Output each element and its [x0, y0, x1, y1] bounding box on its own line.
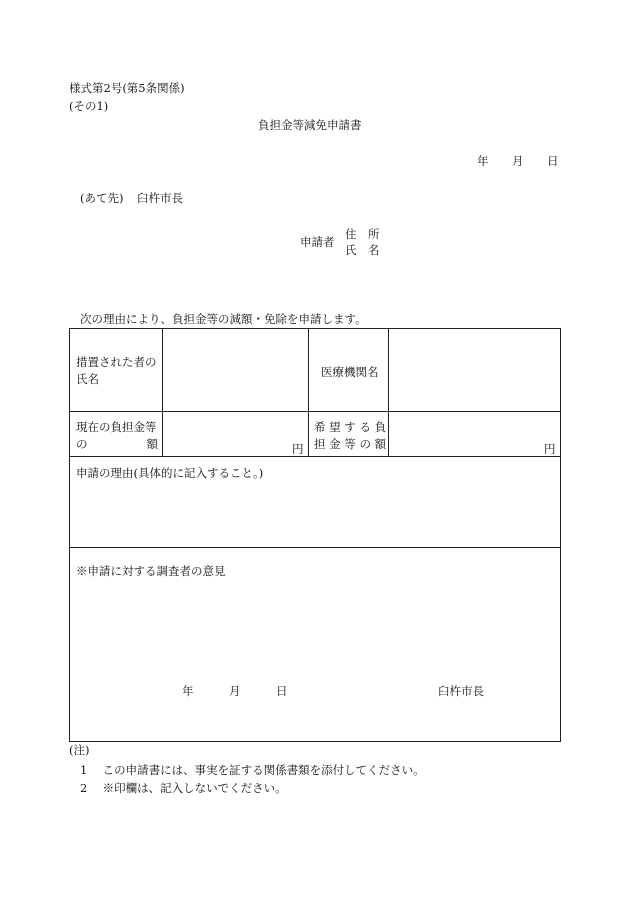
table-rule — [162, 329, 163, 456]
note-item — [80, 783, 287, 795]
note-number: 1 — [80, 763, 88, 777]
person-name-label — [76, 354, 157, 387]
medical-institution-field[interactable] — [390, 330, 558, 410]
person-name-label-line2: 氏名 — [76, 371, 99, 386]
applicant-label: 申請者 — [300, 235, 335, 249]
person-name-label-line1: 措置された者の — [76, 355, 157, 369]
table-rule — [70, 411, 560, 412]
document-title: 負担金等減免申請書 — [258, 118, 362, 132]
reason-field[interactable] — [72, 483, 558, 545]
current-amount-label-line1: 現在の負担金等 — [76, 420, 157, 434]
opinion-day-label: 日 — [276, 684, 288, 698]
note-text: ※印欄は、記入しないでください。 — [102, 781, 287, 795]
opinion-field[interactable] — [72, 581, 558, 681]
applicant-name-label: 氏 名 — [345, 243, 380, 257]
table-rule — [70, 547, 560, 548]
application-table — [69, 328, 561, 742]
note-number: 2 — [80, 781, 88, 795]
desired-amount-field[interactable] — [390, 413, 558, 455]
date-year-label: 年 — [477, 154, 489, 168]
person-name-field[interactable] — [164, 330, 306, 410]
desired-amount-label — [314, 419, 386, 452]
form-number: 様式第2号(第5条関係) — [69, 81, 185, 95]
table-rule — [308, 329, 309, 456]
current-amount-yen: 円 — [292, 442, 304, 456]
note-item — [80, 765, 425, 777]
desired-amount-yen: 円 — [544, 442, 556, 456]
desired-amount-label-line1: 希 望 す る 負 — [314, 420, 387, 434]
table-rule — [70, 456, 560, 457]
current-amount-label-part-a: の — [76, 436, 88, 451]
desired-amount-label-line2: 担 金 等 の 額 — [314, 436, 387, 451]
opinion-year-label: 年 — [182, 684, 194, 698]
current-amount-field[interactable] — [164, 413, 306, 455]
opinion-signer: 臼杵市長 — [438, 684, 484, 698]
opinion-month-label: 月 — [229, 684, 241, 698]
opinion-label: ※申請に対する調査者の意見 — [76, 564, 226, 578]
form-sub-number: (その1) — [69, 99, 109, 113]
reason-label: 申請の理由(具体的に記入すること。) — [76, 466, 264, 480]
addressee: 臼杵市長 — [137, 191, 183, 205]
notes-heading: (注) — [69, 743, 90, 757]
applicant-address-label: 住 所 — [345, 227, 380, 241]
current-amount-label — [76, 419, 160, 452]
date-day-label: 日 — [547, 154, 559, 168]
date-month-label: 月 — [512, 154, 524, 168]
table-rule — [388, 329, 389, 456]
addressee-prefix: (あて先) — [80, 191, 124, 205]
note-text: この申請書には、事実を証する関係書類を添付してください。 — [102, 763, 425, 777]
intro-text: 次の理由により、負担金等の減額・免除を申請します。 — [80, 312, 367, 326]
current-amount-label-part-b: 額 — [146, 436, 158, 451]
medical-institution-label: 医療機関名 — [321, 365, 379, 379]
